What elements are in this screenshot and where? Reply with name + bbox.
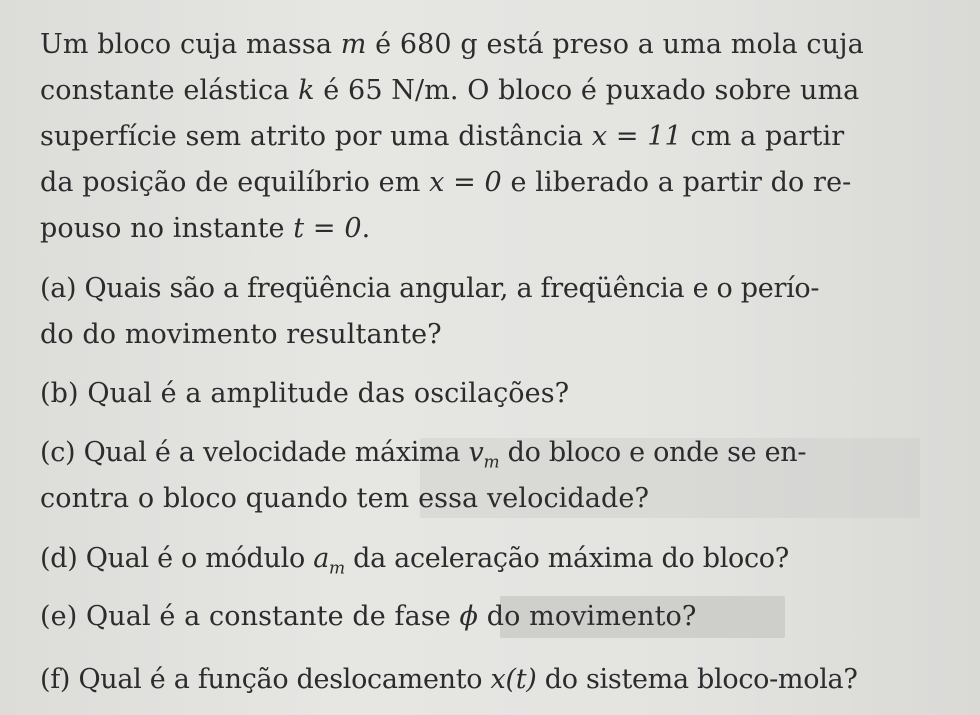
question-a-line-1	[40, 272, 819, 306]
text: (c) Qual é a velocidade máxima	[40, 437, 469, 468]
question-c-line-1	[40, 436, 806, 479]
question-d	[40, 542, 789, 585]
var-m: m	[340, 29, 367, 60]
text: (f) Qual é a função deslocamento	[40, 664, 491, 695]
text: é 65 N/m. O bloco é puxado sobre uma	[314, 75, 860, 106]
var-a: a	[313, 543, 329, 574]
text: constante elástica	[40, 75, 299, 106]
text: é 680 g está preso a uma mola cuja	[366, 29, 864, 60]
text: e liberado a partir do re-	[501, 167, 852, 198]
question-c-line-2	[40, 482, 649, 516]
text: (e) Qual é a constante de fase	[40, 601, 460, 632]
text: do bloco e onde se en-	[499, 437, 807, 468]
question-b	[40, 377, 569, 411]
equation-x-11: x = 11	[591, 121, 682, 152]
text: do do movimento resultante?	[40, 319, 442, 350]
var-v: v	[468, 437, 484, 468]
subscript-m: m	[329, 558, 345, 579]
text: cm a partir	[681, 121, 845, 152]
text: superfície sem atrito por uma distância	[40, 121, 592, 152]
question-a-line-2	[40, 318, 442, 352]
var-phi: ϕ	[459, 601, 479, 632]
text: da posição de equilíbrio em	[40, 167, 430, 198]
text: (a) Quais são a freqüência angular, a freqüência e o perío-	[40, 273, 820, 304]
text: Um bloco cuja massa	[40, 29, 341, 60]
subscript-m: m	[483, 452, 500, 473]
text: da aceleração máxima do bloco?	[344, 543, 789, 574]
text: pouso no instante	[40, 213, 294, 244]
problem-line-3	[40, 120, 844, 154]
problem-line-5	[40, 212, 370, 246]
question-f	[40, 663, 858, 697]
text: do sistema bloco-mola?	[536, 664, 858, 695]
equation-t-0: t = 0	[293, 213, 362, 244]
var-k: k	[298, 75, 315, 106]
text: do movimento?	[478, 601, 697, 632]
text: (b) Qual é a amplitude das oscilações?	[40, 378, 570, 409]
question-e	[40, 600, 696, 634]
function-x-t: x(t)	[490, 664, 537, 695]
problem-line-1	[40, 28, 864, 62]
problem-line-4	[40, 166, 851, 200]
text: .	[361, 213, 371, 244]
text: (d) Qual é o módulo	[40, 543, 314, 574]
problem-line-2	[40, 74, 859, 108]
equation-x-0: x = 0	[429, 167, 502, 198]
text: contra o bloco quando tem essa velocidade?	[40, 483, 650, 514]
